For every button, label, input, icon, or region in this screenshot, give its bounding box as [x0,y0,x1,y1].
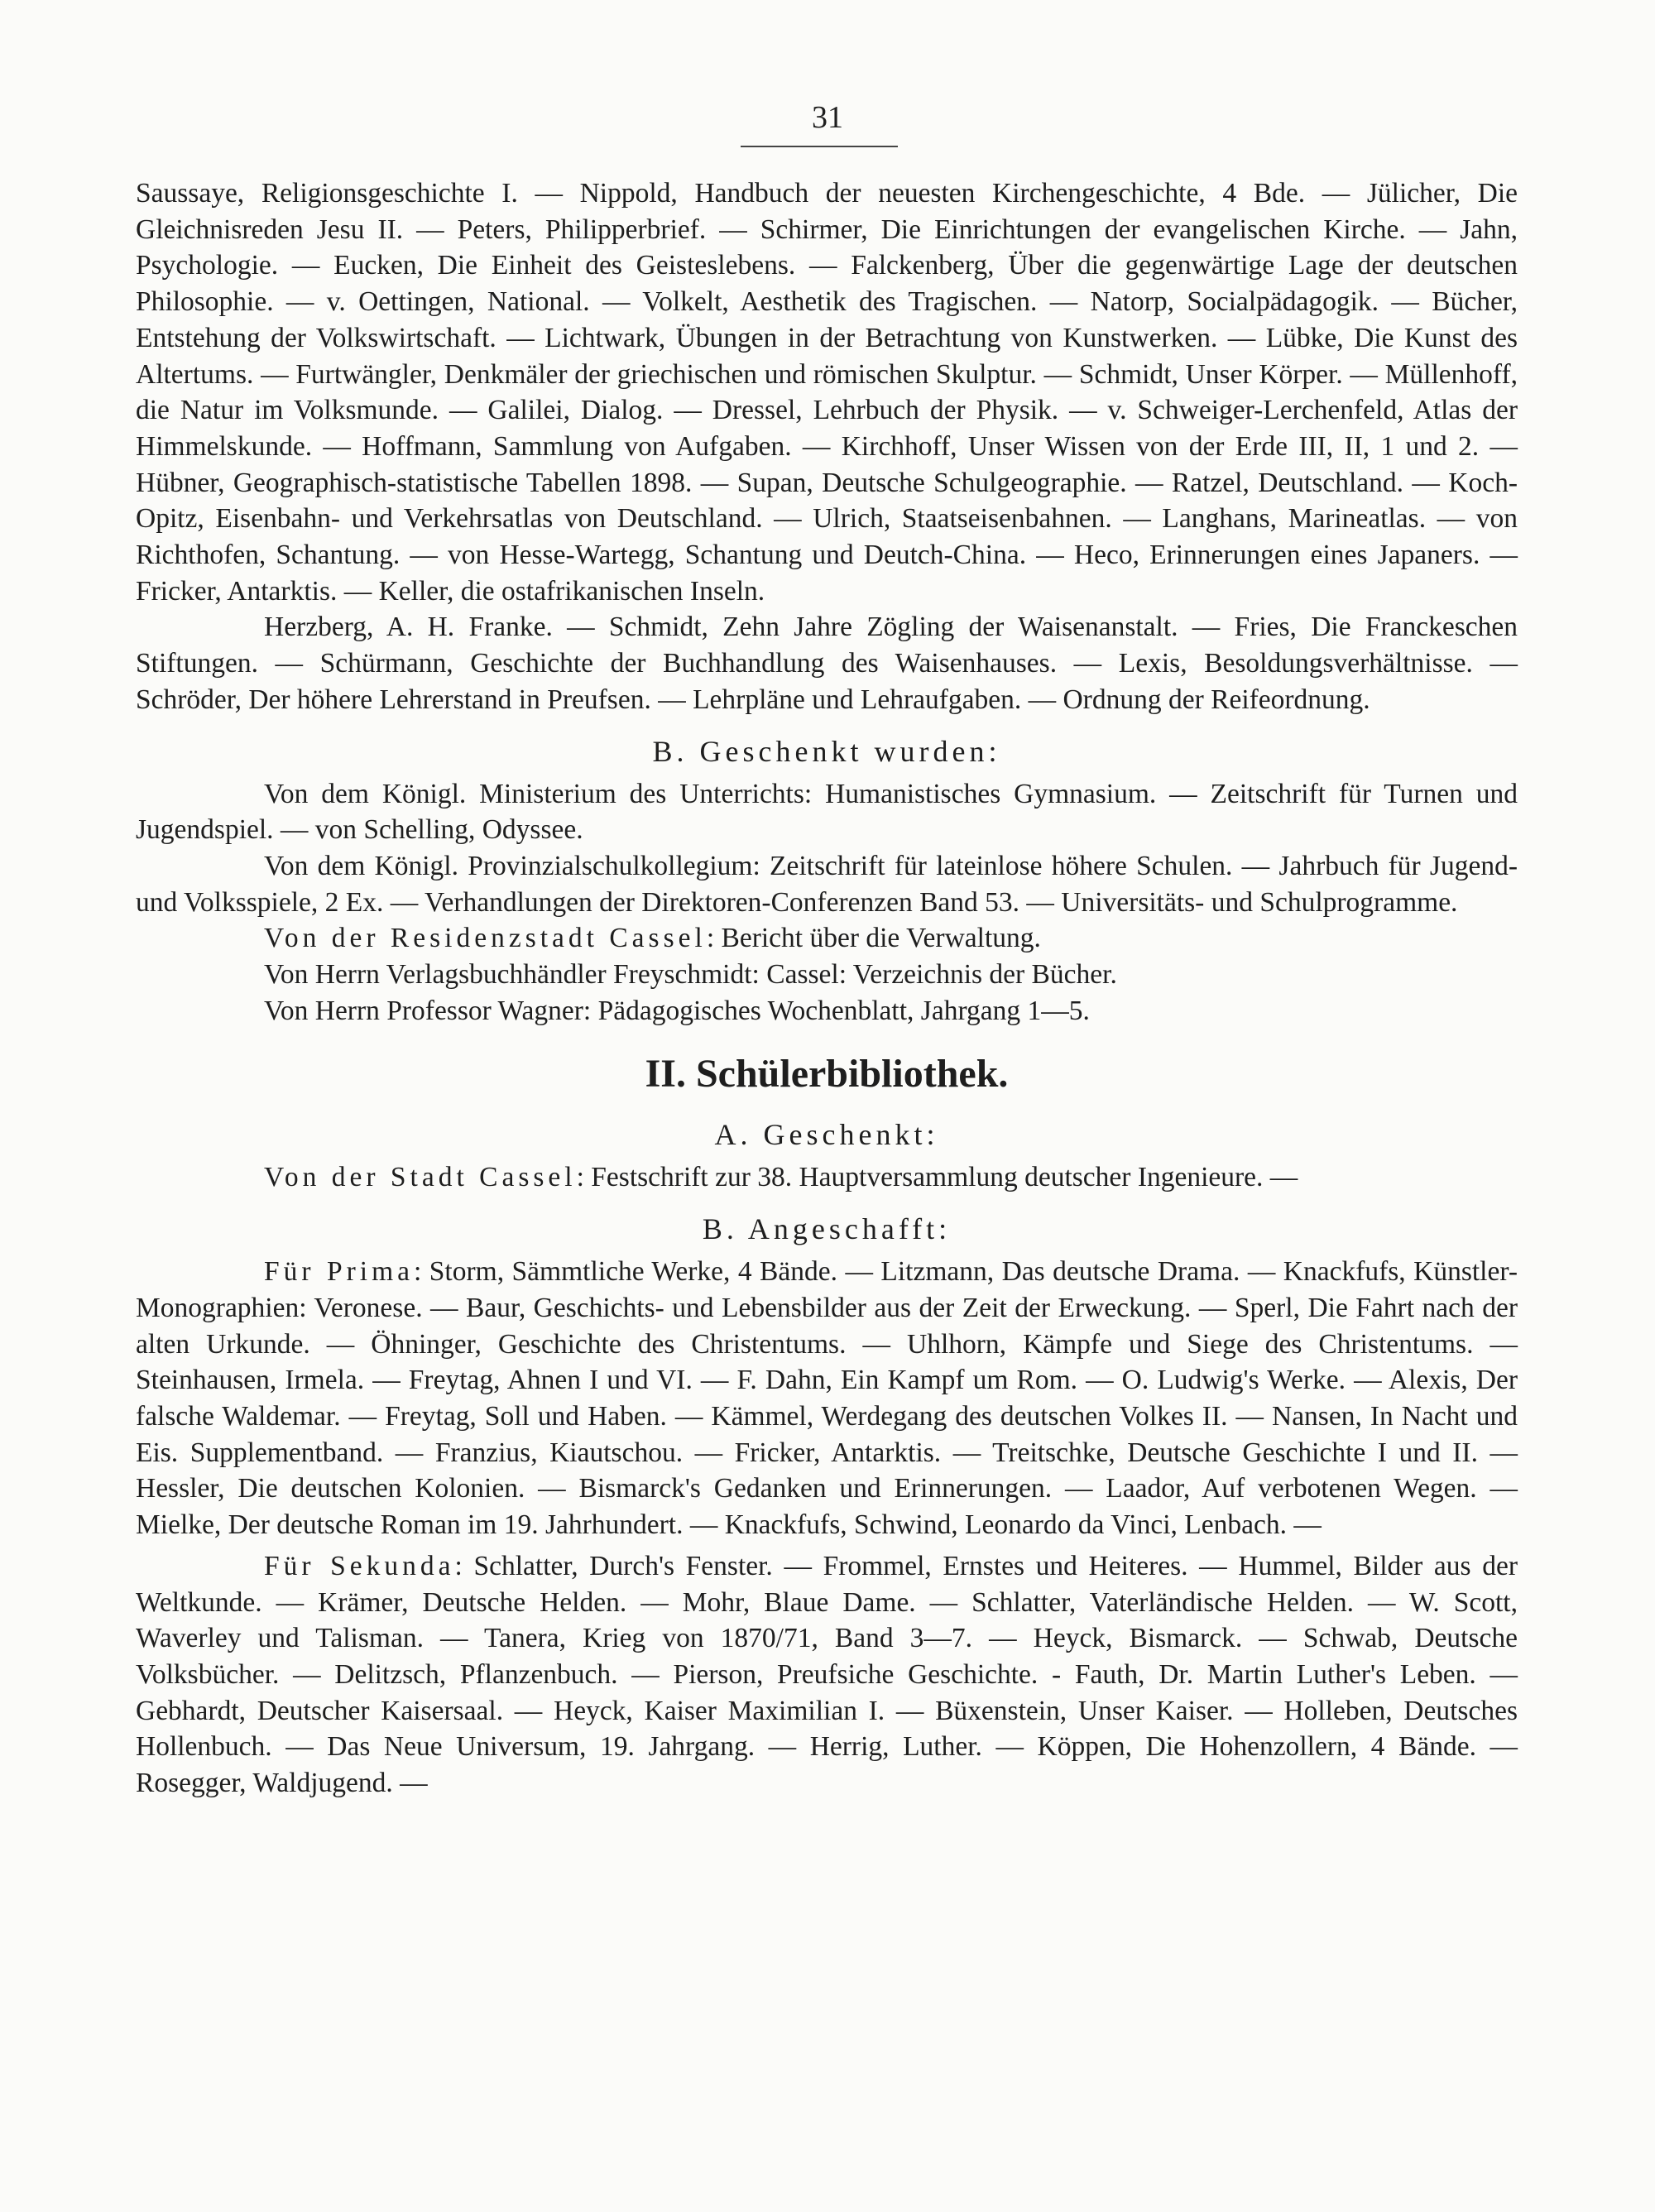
header-rule [741,146,898,147]
gift-text: : Festschrift zur 38. Hauptversammlung deutscher Ingenieure. — [576,1162,1298,1193]
gift-residenzstadt [136,920,1518,957]
gift-ministerium [136,776,1518,848]
heading-schuelerbibliothek: II. Schülerbibliothek. [645,1052,1009,1096]
paragraph-herzberg: Herzberg, A. H. Franke. — Schmidt, Zehn Jahre Zögling der Waisenanstalt. — Fries, Die Franckeschen Stiftungen. — Schürmann, Geschichte der Buchhandlung des Waisenhauses. — Lexis, Besoldungsverhältnisse. — Schröder, Der höhere Lehrerstand in Preufsen. — Lehrpläne und Lehraufgaben. — Ordnung der Reifeordnung. [136,612,1518,715]
gift-text: : Cassel: Verzeichnis der Bücher. [751,959,1117,991]
gift-text: : Pädagogisches Wochenblatt, Jahrgang 1—5. [583,995,1090,1026]
gift-stadt-cassel [136,1159,1518,1196]
heading-geschenkt: A. Geschenkt: [714,1118,939,1152]
paragraph-acquisitions-continued: Saussaye, Religionsgeschichte I. — Nippold, Handbuch der neuesten Kirchengeschichte, 4 Bde. — Jülicher, Die Gleichnisreden Jesu II. — Peters, Philipperbrief. — Schirmer, Die Einrichtungen der evangelischen Kirche. — Jahn, Psychologie. — Eucken, Die Einheit des Geisteslebens. — Falckenberg, Über die gegenwärtige Lage der deutschen Philosophie. — v. Oettingen, National. — Volkelt, Aesthetik des Tragischen. — Natorp, Socialpädagogik. — Bücher, Entstehung der Volkswirtschaft. — Lichtwark, Übungen in der Betrachtung von Kunstwerken. — Lübke, Die Kunst des Altertums. — Furtwängler, Denkmäler der griechischen und römischen Skulptur. — Schmidt, Unser Körper. — Müllenhoff, die Natur im Volksmunde. — Galilei, Dialog. — Dressel, Lehrbuch der Physik. — v. Schweiger-Lerchenfeld, Atlas der Himmelskunde. — Hoffmann, Sammlung von Aufgaben. — Kirchhoff, Unser Wissen von der Erde III, II, 1 und 2. — Hübner, Geographisch-statistische Tabellen 1898. — Supan, Deutsche Schulgeographie. — Ratzel, Deutschland. — Koch-Opitz, Eisenbahn- und Verkehrsatlas von Deutschland. — Ulrich, Staatseisenbahnen. — Langhans, Marineatlas. — von Richthofen, Schantung. — von Hesse-Wartegg, Schantung und Deutch-China. — Heco, Erinnerungen eines Japaners. — Fricker, Antarktis. — Keller, die ostafrikanischen Inseln. [136,178,1518,607]
gift-text: : Bericht über die Verwaltung. [706,923,1041,954]
heading-angeschafft: B. Angeschafft: [702,1212,952,1246]
gift-wagner [136,993,1518,1029]
gift-text: : Humanistisches Gymnasium. — Zeitschrift für Turnen und Jugendspiel. — von Schelling, Odyssee. [136,778,1518,846]
gift-provinzialschulkollegium [136,848,1518,920]
purchase-text: : Storm, Sämmtliche Werke, 4 Bände. — Litzmann, Das deutsche Drama. — Knackfufs, Künstler-Monographien: Veronese. — Baur, Geschichts- und Lebensbilder aus der Zeit der Erweckung. — Sperl, Die Fahrt nach der alten Urkunde. — Öhninger, Geschichte des Christentums. — Uhlhorn, Kämpfe und Siege des Christentums. — Steinhausen, Irmela. — Freytag, Ahnen I und VI. — F. Dahn, Ein Kampf um Rom. — O. Ludwig's Werke. — Alexis, Der falsche Waldemar. — Freytag, Soll und Haben. — Kämmel, Werdegang des deutschen Volkes II. — Nansen, In Nacht und Eis. Supplementband. — Franzius, Kiautschou. — Fricker, Antarktis. — Treitschke, Deutsche Geschichte I und II. — Hessler, Die deutschen Kolonien. — Bismarck's Gedanken und Erinnerungen. — Laador, Auf verbotenen Wegen. — Mielke, Der deutsche Roman im 19. Jahrhundert. — Knackfufs, Schwind, Leonardo da Vinci, Lenbach. — [136,1256,1518,1541]
page-number: 31 [812,100,843,135]
class-label: Für Prima [264,1256,415,1288]
donor-name: Von Herrn Professor Wagner [264,995,583,1026]
page-body [136,175,1518,1802]
gift-freyschmidt [136,957,1518,993]
donor-name: Von dem Königl. Ministerium des Unterrichts [264,778,804,809]
purchases-sekunda [136,1548,1518,1802]
donor-name: Von der Residenzstadt Cassel [264,923,707,954]
gift-text: : Zeitschrift für lateinlose höhere Schulen. — Jahrbuch für Jugend- und Volksspiele, 2 Ex. — Verhandlungen der Direktoren-Conferenzen Band 53. — Universitäts- und Schulprogramme. [136,850,1518,918]
purchase-text: : Schlatter, Durch's Fenster. — Frommel, Ernstes und Heiteres. — Hummel, Bilder aus der Weltkunde. — Krämer, Deutsche Helden. — Mohr, Blaue Dame. — Schlatter, Vaterländische Helden. — W. Scott, Waverley und Talisman. — Tanera, Krieg von 1870/71, Band 3—7. — Heyck, Bismarck. — Schwab, Deutsche Volksbücher. — Delitzsch, Pflanzenbuch. — Pierson, Preufsiche Geschichte. - Fauth, Dr. Martin Luther's Leben. — Gebhardt, Deutscher Kaisersaal. — Heyck, Kaiser Maximilian I. — Büxenstein, Unser Kaiser. — Holleben, Deutsches Hollenbuch. — Das Neue Universum, 19. Jahrgang. — Herrig, Luther. — Köppen, Die Hohenzollern, 4 Bände. — Rosegger, Waldjugend. — [136,1550,1518,1799]
donor-name: Von der Stadt Cassel [264,1162,577,1193]
heading-geschenkt-wurden: B. Geschenkt wurden: [652,734,1001,768]
class-label: Für Sekunda [264,1550,455,1581]
donor-name: Von Herrn Verlagsbuchhändler Freyschmidt [264,959,752,991]
donor-name: Von dem Königl. Provinzialschulkollegium [264,850,753,881]
purchases-prima [136,1254,1518,1543]
